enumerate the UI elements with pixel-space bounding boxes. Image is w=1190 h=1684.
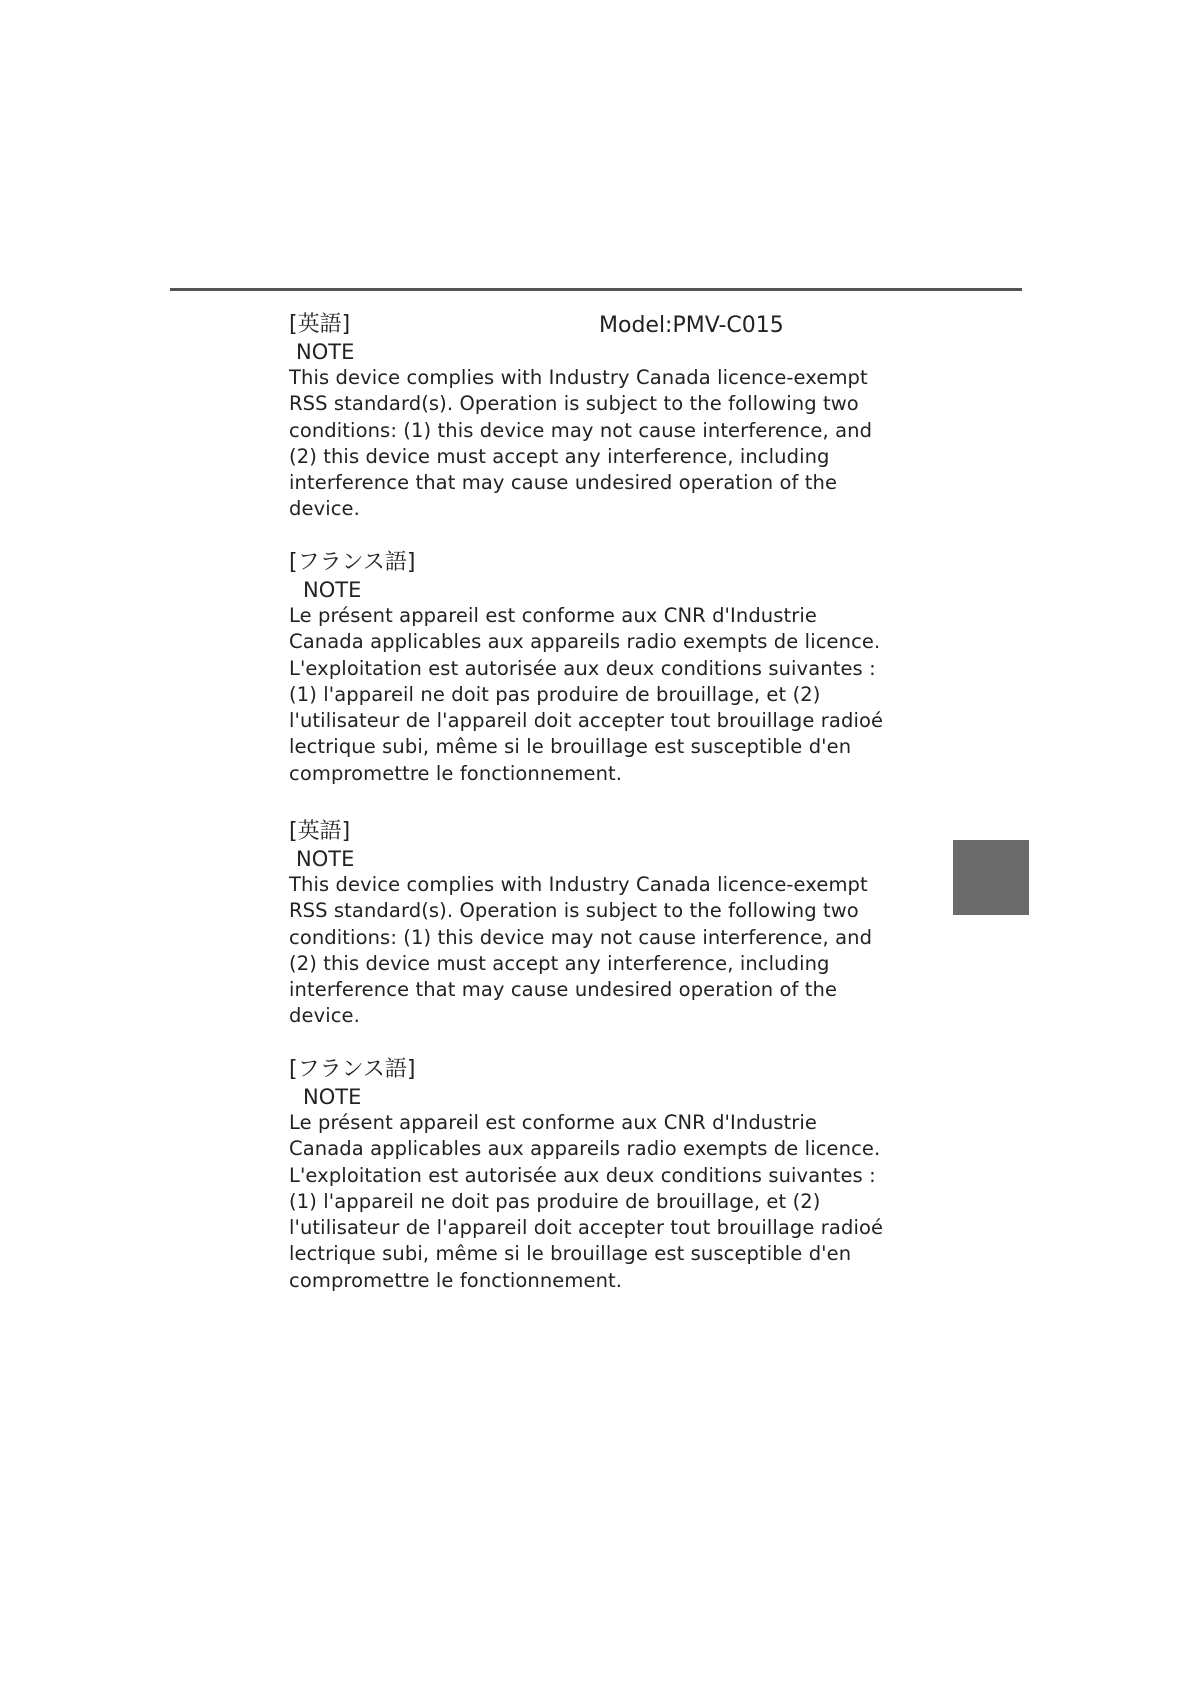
note-label: NOTE xyxy=(303,578,362,602)
note-label: NOTE xyxy=(296,340,355,364)
language-heading: [フランス語] xyxy=(289,550,416,575)
english-notice-1 xyxy=(289,311,909,523)
french-notice-2 xyxy=(289,1056,909,1294)
english-notice-2 xyxy=(289,818,909,1030)
language-heading: [英語] xyxy=(289,819,351,844)
notice-body: This device complies with Industry Canada licence-exempt RSS standard(s). Operation is subject to the following two conditions: (1) this device may not cause interference, and (2) this device must accept any interference, including interference that may cause undesired operation of the device. xyxy=(289,873,873,1028)
notice-body: This device complies with Industry Canada licence-exempt RSS standard(s). Operation is subject to the following two conditions: (1) this device may not cause interference, and (2) this device must accept any interference, including interference that may cause undesired operation of the device. xyxy=(289,366,873,521)
section-tab-marker xyxy=(953,840,1029,915)
model-number: Model:PMV-C015 xyxy=(599,313,784,338)
note-label: NOTE xyxy=(296,847,355,871)
notice-body: Le présent appareil est conforme aux CNR d'Industrie Canada applicables aux appareils radio exempts de licence. L'exploitation est autorisée aux deux conditions suivantes : (1) l'appareil ne doit pas produire de brouillage, et (2) l'utilisateur de l'appareil doit accepter tout brouillage radioé lectrique subi, même si le brouillage est susceptible d'en compromettre le fonctionnement. xyxy=(289,604,884,785)
language-heading: [フランス語] xyxy=(289,1057,416,1082)
top-divider xyxy=(170,288,1022,291)
language-heading: [英語] xyxy=(289,312,351,337)
note-label: NOTE xyxy=(303,1085,362,1109)
notice-body: Le présent appareil est conforme aux CNR d'Industrie Canada applicables aux appareils radio exempts de licence. L'exploitation est autorisée aux deux conditions suivantes : (1) l'appareil ne doit pas produire de brouillage, et (2) l'utilisateur de l'appareil doit accepter tout brouillage radioé lectrique subi, même si le brouillage est susceptible d'en compromettre le fonctionnement. xyxy=(289,1111,884,1292)
french-notice-1 xyxy=(289,549,909,787)
